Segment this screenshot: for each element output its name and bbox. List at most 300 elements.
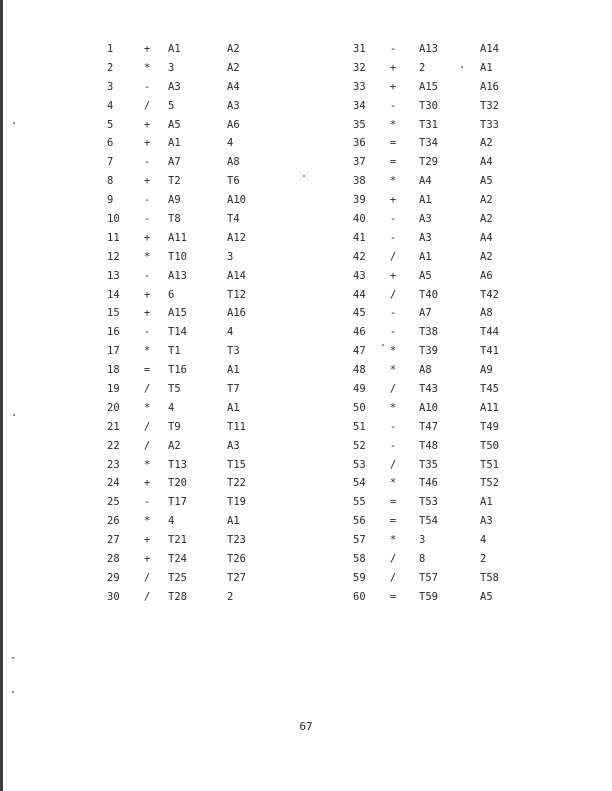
operand-a: 4 [168, 401, 175, 414]
operator: + [143, 43, 151, 55]
operand-a: T47 [419, 420, 438, 433]
row-number: 13 [107, 269, 120, 282]
operand-b: A2 [227, 61, 240, 74]
table-row [107, 456, 307, 475]
row-number: 57 [353, 534, 366, 547]
operator: / [389, 250, 397, 263]
table-row [353, 493, 563, 512]
row-number: 48 [353, 364, 366, 377]
operand-a: A11 [168, 231, 187, 244]
operator: - [143, 80, 151, 93]
operand-b: T11 [227, 420, 246, 433]
row-number: 14 [107, 288, 120, 301]
table-row [353, 40, 563, 59]
table-row [353, 361, 563, 380]
row-number: 17 [107, 345, 120, 358]
operand-a: T39 [419, 345, 438, 358]
row-number: 32 [353, 61, 366, 74]
operand-b: T23 [227, 534, 246, 547]
operand-b: A4 [480, 156, 493, 169]
row-number: 60 [353, 590, 366, 603]
operand-b: A14 [480, 43, 499, 55]
table-row [107, 361, 307, 380]
operand-a: A10 [419, 401, 438, 414]
operand-a: 3 [419, 534, 426, 547]
table-row [353, 474, 563, 493]
row-number: 53 [353, 458, 366, 471]
operand-b: 4 [227, 137, 234, 150]
row-number: 25 [107, 496, 120, 509]
row-number: 10 [107, 213, 120, 226]
table-row [107, 267, 307, 286]
operator: * [143, 250, 151, 263]
table-row [107, 588, 307, 607]
operator: = [389, 156, 397, 169]
operand-a: T13 [168, 458, 187, 471]
operand-a: A15 [419, 80, 438, 93]
row-number: 51 [353, 420, 366, 433]
operand-a: T21 [168, 534, 187, 547]
operand-a: A13 [168, 269, 187, 282]
operand-a: T10 [168, 250, 187, 263]
operand-a: T5 [168, 383, 181, 396]
operator: - [143, 156, 151, 169]
scan-speck [12, 691, 14, 693]
row-number: 28 [107, 553, 120, 566]
row-number: 7 [107, 156, 114, 169]
operand-b: T45 [480, 383, 499, 396]
operand-a: T48 [419, 439, 438, 452]
table-row [353, 97, 563, 116]
operator: / [143, 420, 151, 433]
operator: * [143, 401, 151, 414]
row-number: 45 [353, 307, 366, 320]
row-number: 8 [107, 175, 114, 188]
operator: + [143, 307, 151, 320]
operand-a: 5 [168, 99, 175, 112]
operator: + [143, 137, 151, 150]
operand-a: T43 [419, 383, 438, 396]
operator: * [389, 477, 397, 490]
operator: / [143, 439, 151, 452]
operator: * [389, 364, 397, 377]
table-row [107, 437, 307, 456]
row-number: 30 [107, 590, 120, 603]
operand-b: 4 [480, 534, 487, 547]
row-number: 9 [107, 194, 114, 207]
table-row [353, 550, 563, 569]
table-row [107, 342, 307, 361]
operand-b: A1 [227, 364, 240, 377]
row-number: 42 [353, 250, 366, 263]
operator: + [143, 534, 151, 547]
operand-b: T22 [227, 477, 246, 490]
table-row [107, 418, 307, 437]
row-number: 4 [107, 99, 114, 112]
operand-b: T15 [227, 458, 246, 471]
operator: * [143, 345, 151, 358]
operand-a: A3 [419, 213, 432, 226]
operand-b: A8 [227, 156, 240, 169]
table-row [353, 172, 563, 191]
operand-b: A2 [480, 194, 493, 207]
operator: + [389, 80, 397, 93]
operator: + [143, 231, 151, 244]
operand-b: T32 [480, 99, 499, 112]
operator: - [389, 99, 397, 112]
table-row [107, 399, 307, 418]
operator: * [389, 345, 397, 358]
operand-b: T3 [227, 345, 240, 358]
operand-b: A5 [480, 590, 493, 603]
table-row [107, 172, 307, 191]
operand-a: T29 [419, 156, 438, 169]
row-number: 44 [353, 288, 366, 301]
operand-b: T6 [227, 175, 240, 188]
operand-a: A13 [419, 43, 438, 55]
operator: - [389, 307, 397, 320]
operand-b: T50 [480, 439, 499, 452]
operand-a: T35 [419, 458, 438, 471]
operator: + [143, 288, 151, 301]
operand-a: A15 [168, 307, 187, 320]
operator: + [389, 194, 397, 207]
table-row [353, 304, 563, 323]
table-row [107, 134, 307, 153]
operand-b: A10 [227, 194, 246, 207]
operand-a: A7 [419, 307, 432, 320]
row-number: 21 [107, 420, 120, 433]
operator: - [389, 420, 397, 433]
operand-b: 2 [227, 590, 234, 603]
row-number: 50 [353, 401, 366, 414]
operand-b: A2 [480, 250, 493, 263]
table-row [107, 191, 307, 210]
table-row [353, 342, 563, 361]
operator: * [389, 118, 397, 131]
operand-a: A8 [419, 364, 432, 377]
operand-b: T12 [227, 288, 246, 301]
operand-a: A5 [419, 269, 432, 282]
row-number: 11 [107, 231, 120, 244]
operator: + [143, 118, 151, 131]
table-row [353, 286, 563, 305]
operator: * [143, 515, 151, 528]
operand-a: T40 [419, 288, 438, 301]
operand-a: T24 [168, 553, 187, 566]
row-number: 18 [107, 364, 120, 377]
operand-b: A8 [480, 307, 493, 320]
table-row [353, 153, 563, 172]
operand-b: A1 [227, 401, 240, 414]
row-number: 12 [107, 250, 120, 263]
table-row [353, 134, 563, 153]
table-row [353, 569, 563, 588]
operand-a: T57 [419, 571, 438, 584]
operand-a: T31 [419, 118, 438, 131]
row-number: 58 [353, 553, 366, 566]
operand-b: T27 [227, 571, 246, 584]
table-row [107, 569, 307, 588]
table-row [107, 153, 307, 172]
row-number: 29 [107, 571, 120, 584]
table-row [107, 229, 307, 248]
operand-b: T49 [480, 420, 499, 433]
operator: * [143, 61, 151, 74]
operator: = [143, 364, 151, 377]
operand-a: T34 [419, 137, 438, 150]
row-number: 22 [107, 439, 120, 452]
operator: + [143, 553, 151, 566]
operand-b: A6 [480, 269, 493, 282]
row-number: 36 [353, 137, 366, 150]
row-number: 55 [353, 496, 366, 509]
row-number: 15 [107, 307, 120, 320]
table-row [107, 474, 307, 493]
operand-b: T44 [480, 326, 499, 339]
operator: / [389, 571, 397, 584]
table-row [107, 286, 307, 305]
row-number: 49 [353, 383, 366, 396]
page-number: 67 [299, 720, 313, 733]
scan-speck [12, 657, 14, 659]
row-number: 54 [353, 477, 366, 490]
operator: = [389, 515, 397, 528]
row-number: 31 [353, 43, 366, 55]
operator: + [143, 175, 151, 188]
operand-a: A3 [419, 231, 432, 244]
row-number: 24 [107, 477, 120, 490]
table-row [107, 304, 307, 323]
operator: / [389, 288, 397, 301]
right-column-table [353, 40, 563, 607]
operand-b: 3 [227, 250, 234, 263]
table-row [107, 531, 307, 550]
operator: = [389, 590, 397, 603]
operand-a: T8 [168, 213, 181, 226]
operand-a: T1 [168, 345, 181, 358]
operand-b: A16 [227, 307, 246, 320]
operator: / [389, 553, 397, 566]
operand-b: 2 [480, 553, 487, 566]
operand-b: T41 [480, 345, 499, 358]
operand-b: A1 [227, 515, 240, 528]
table-row [107, 248, 307, 267]
row-number: 20 [107, 401, 120, 414]
left-scan-edge [0, 0, 3, 791]
operator: + [389, 269, 397, 282]
table-row [353, 248, 563, 267]
operand-b: T4 [227, 213, 240, 226]
operand-a: T28 [168, 590, 187, 603]
operand-b: A5 [480, 175, 493, 188]
operator: - [143, 326, 151, 339]
operand-b: T52 [480, 477, 499, 490]
operand-a: T38 [419, 326, 438, 339]
table-row [353, 267, 563, 286]
operand-b: A9 [480, 364, 493, 377]
table-row [353, 399, 563, 418]
row-number: 16 [107, 326, 120, 339]
row-number: 37 [353, 156, 366, 169]
operand-a: T30 [419, 99, 438, 112]
table-row [107, 512, 307, 531]
operator: - [143, 496, 151, 509]
operand-b: T19 [227, 496, 246, 509]
operator: = [389, 496, 397, 509]
table-row [353, 512, 563, 531]
operator: - [143, 194, 151, 207]
scan-speck [13, 414, 15, 416]
operator: / [143, 99, 151, 112]
operand-a: T59 [419, 590, 438, 603]
operand-b: A1 [480, 496, 493, 509]
row-number: 52 [353, 439, 366, 452]
table-row [353, 588, 563, 607]
row-number: 47 [353, 345, 366, 358]
operator: + [389, 61, 397, 74]
row-number: 59 [353, 571, 366, 584]
row-number: 40 [353, 213, 366, 226]
row-number: 27 [107, 534, 120, 547]
operator: / [143, 590, 151, 603]
row-number: 46 [353, 326, 366, 339]
operator: - [389, 439, 397, 452]
table-row [353, 59, 563, 78]
table-row [353, 531, 563, 550]
operand-b: T33 [480, 118, 499, 131]
operand-b: A4 [480, 231, 493, 244]
table-row [353, 380, 563, 399]
table-row [107, 323, 307, 342]
row-number: 1 [107, 43, 114, 55]
operand-a: A3 [168, 80, 181, 93]
operand-a: A1 [168, 137, 181, 150]
row-number: 41 [353, 231, 366, 244]
row-number: 43 [353, 269, 366, 282]
operator: * [389, 175, 397, 188]
operand-a: 4 [168, 515, 175, 528]
row-number: 2 [107, 61, 114, 74]
operator: * [389, 401, 397, 414]
operand-a: A7 [168, 156, 181, 169]
table-row [107, 59, 307, 78]
left-column-table [107, 40, 307, 607]
table-row [353, 116, 563, 135]
operand-b: A2 [227, 43, 240, 55]
operator: / [389, 458, 397, 471]
operand-a: A9 [168, 194, 181, 207]
table-row [353, 418, 563, 437]
operator: = [389, 137, 397, 150]
operand-b: 4 [227, 326, 234, 339]
operand-b: T42 [480, 288, 499, 301]
operator: - [389, 43, 397, 55]
operand-b: A2 [480, 213, 493, 226]
row-number: 56 [353, 515, 366, 528]
operator: / [143, 571, 151, 584]
row-number: 39 [353, 194, 366, 207]
operand-a: A4 [419, 175, 432, 188]
operand-a: T20 [168, 477, 187, 490]
operand-a: T46 [419, 477, 438, 490]
table-row [353, 191, 563, 210]
operand-a: A5 [168, 118, 181, 131]
row-number: 35 [353, 118, 366, 131]
operand-b: T58 [480, 571, 499, 584]
operator: * [143, 458, 151, 471]
operand-a: 3 [168, 61, 175, 74]
operand-b: A11 [480, 401, 499, 414]
operand-a: T25 [168, 571, 187, 584]
operand-b: A3 [480, 515, 493, 528]
operand-a: T17 [168, 496, 187, 509]
table-row [353, 78, 563, 97]
table-row [353, 323, 563, 342]
row-number: 33 [353, 80, 366, 93]
row-number: 38 [353, 175, 366, 188]
row-number: 26 [107, 515, 120, 528]
table-row [353, 229, 563, 248]
operator: / [389, 383, 397, 396]
operand-a: T54 [419, 515, 438, 528]
table-row [107, 493, 307, 512]
operand-b: A1 [480, 61, 493, 74]
table-row [353, 437, 563, 456]
operator: - [389, 231, 397, 244]
table-row [107, 210, 307, 229]
operator: - [143, 213, 151, 226]
operator: - [389, 326, 397, 339]
table-row [107, 40, 307, 59]
operand-b: A4 [227, 80, 240, 93]
row-number: 19 [107, 383, 120, 396]
operator: * [389, 534, 397, 547]
row-number: 3 [107, 80, 114, 93]
operand-a: T53 [419, 496, 438, 509]
table-row [107, 380, 307, 399]
operand-b: A3 [227, 439, 240, 452]
operand-b: T26 [227, 553, 246, 566]
table-row [107, 78, 307, 97]
operand-a: T2 [168, 175, 181, 188]
operand-b: A16 [480, 80, 499, 93]
row-number: 23 [107, 458, 120, 471]
operand-a: 2 [419, 61, 426, 74]
table-row [107, 550, 307, 569]
table-row [353, 456, 563, 475]
operator: + [143, 477, 151, 490]
operand-b: T51 [480, 458, 499, 471]
row-number: 5 [107, 118, 114, 131]
operator: / [143, 383, 151, 396]
table-row [353, 210, 563, 229]
row-number: 6 [107, 137, 114, 150]
scan-speck [13, 122, 15, 124]
operand-b: T7 [227, 383, 240, 396]
operand-b: A6 [227, 118, 240, 131]
operand-b: A12 [227, 231, 246, 244]
row-number: 34 [353, 99, 366, 112]
operand-a: 6 [168, 288, 175, 301]
operand-a: A1 [419, 194, 432, 207]
table-row [107, 116, 307, 135]
operand-b: A3 [227, 99, 240, 112]
operand-a: A2 [168, 439, 181, 452]
table-row [107, 97, 307, 116]
operand-a: 8 [419, 553, 426, 566]
operator: - [143, 269, 151, 282]
